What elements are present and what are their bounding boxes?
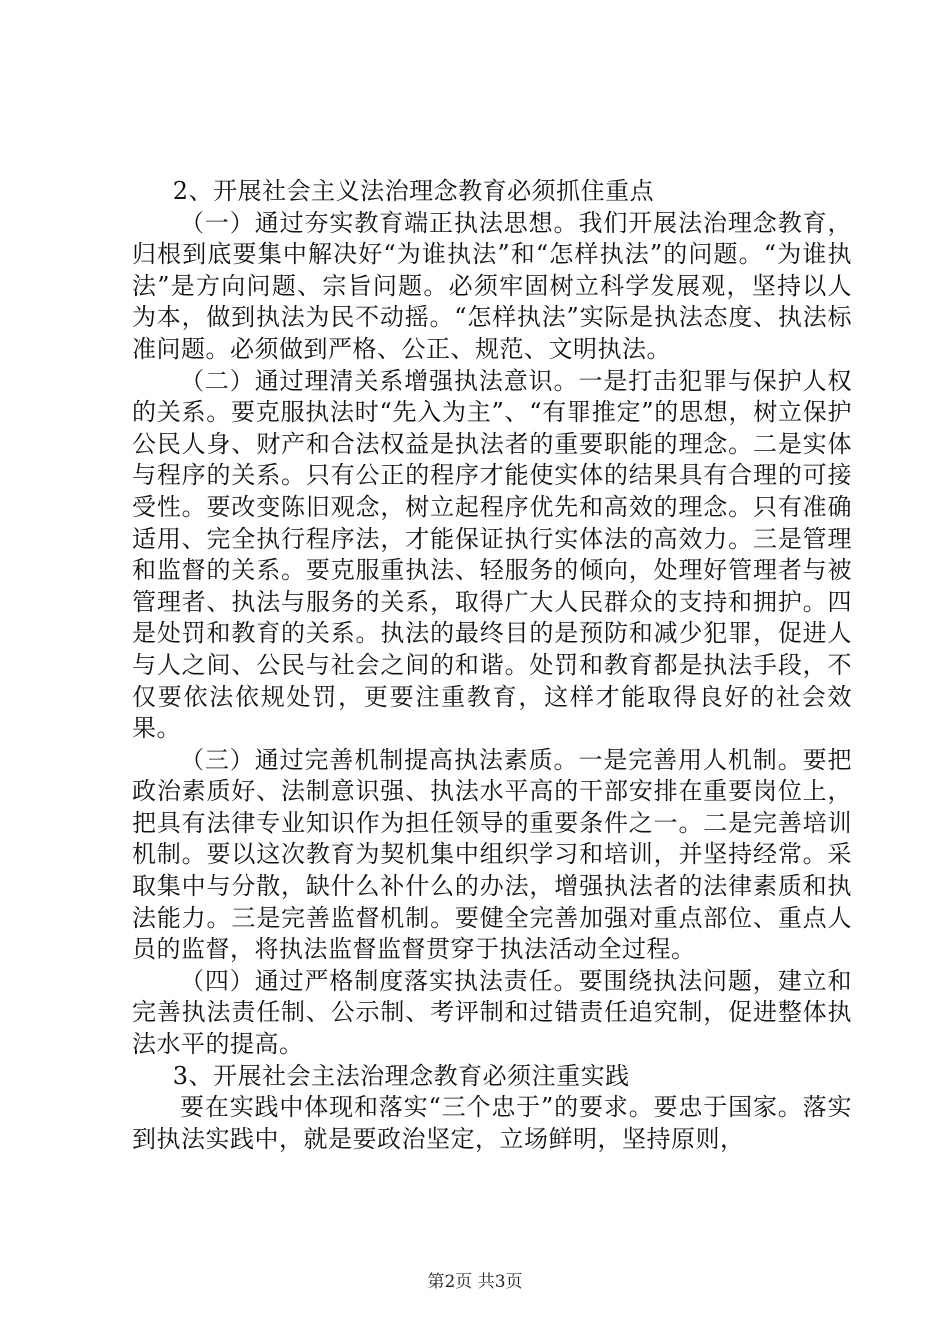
paragraph-2: （二）通过理清关系增强执法意识。一是打击犯罪与保护人权的关系。要克服执法时“先入为主”、“有罪推定”的思想，树立保护公民人身、财产和合法权益是执法者的重要职能的理念。二是实体与程序的关系。只有公正的程序才能使实体的结果具有合理的可接受性。要改变陈旧观念，树立起程序优先和高效的理念。只有准确适用、完全执行程序法，才能保证执行实体法的高效力。三是管理和监督的关系。要克服重执法、轻服务的倾向，处理好管理者与被管理者、执法与服务的关系，取得广大人民群众的支持和拥护。四是处罚和教育的关系。执法的最终目的是预防和减少犯罪，促进人与人之间、公民与社会之间的和谐。处罚和教育都是执法手段，不仅要依法依规处罚，更要注重教育，这样才能取得良好的社会效果。 <box>132 366 852 743</box>
page-footer: 第2页 共3页 <box>427 1272 523 1292</box>
section-heading-2: 2、开展社会主义法治理念教育必须抓住重点 <box>172 177 655 205</box>
paragraph-3: （三）通过完善机制提高执法素质。一是完善用人机制。要把政治素质好、法制意识强、执法水平高的干部安排在重要岗位上，把具有法律专业知识作为担任领导的重要条件之一。二是完善培训机制。要以这次教育为契机集中组织学习和培训，并坚持经常。采取集中与分散，缺什么补什么的办法，增强执法者的法律素质和执法能力。三是完善监督机制。要健全完善加强对重点部位、重点人员的监督，将执法监督监督贯穿于执法活动全过程。 <box>132 745 852 964</box>
section-heading-3: 3、开展社会主法治理念教育必须注重实践 <box>172 1061 630 1090</box>
paragraph-5: 要在实践中体现和落实“三个忠于”的要求。要忠于国家。落实到执法实践中，就是要政治坚定，立场鲜明，坚持原则， <box>132 1093 852 1153</box>
document-body <box>132 176 852 1155</box>
paragraph-1: （一）通过夯实教育端正执法思想。我们开展法治理念教育，归根到底要集中解决好“为谁执法”和“怎样执法”的问题。“为谁执法”是方向问题、宗旨问题。必须牢固树立科学发展观，坚持以人为本，做到执法为民不动摇。“怎样执法”实际是执法态度、执法标准问题。必须做到严格、公正、规范、文明执法。 <box>132 208 852 363</box>
paragraph-4: （四）通过严格制度落实执法责任。要围绕执法问题，建立和完善执法责任制、公示制、考评制和过错责任追究制，促进整体执法水平的提高。 <box>132 966 852 1059</box>
